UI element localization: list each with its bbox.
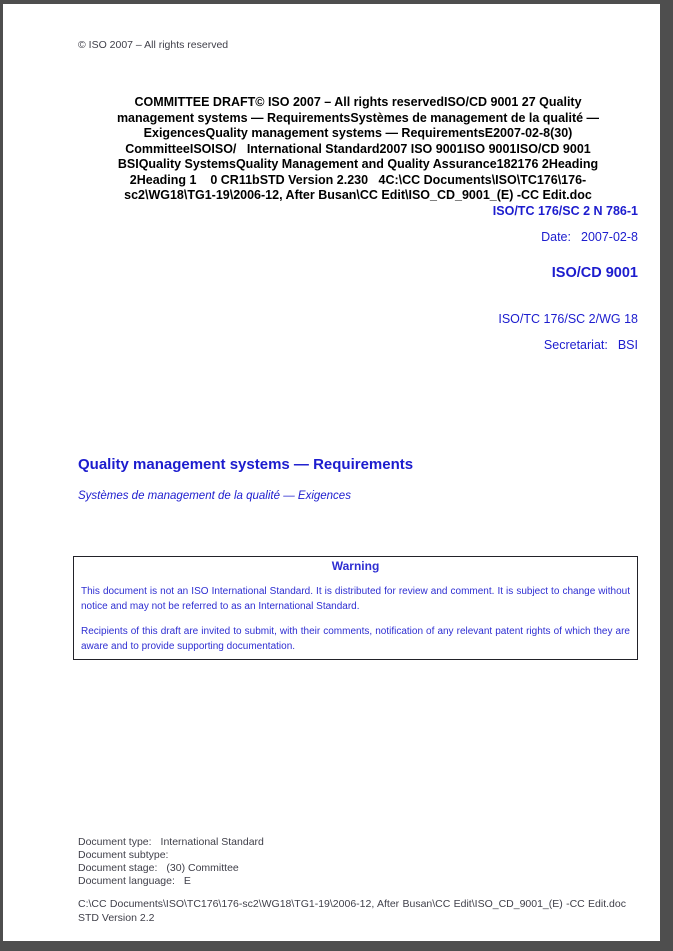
secretariat-value: BSI <box>617 338 638 352</box>
date-line <box>541 230 638 244</box>
secretariat-label: Secretariat: <box>543 338 608 352</box>
document-reference-number: ISO/TC 176/SC 2 N 786-1 <box>492 204 638 218</box>
header-jumble-line: COMMITTEE DRAFT© ISO 2007 – All rights reservedISO/CD 9001 27 Quality <box>134 95 582 109</box>
header-jumbled-fields-block <box>78 95 638 204</box>
document-type-label: Document type: <box>78 836 152 848</box>
header-jumble-line: BSIQuality SystemsQuality Management and Quality Assurance182176 2Heading <box>117 157 599 171</box>
document-stage-label: Document stage: <box>78 862 158 874</box>
date-label: Date: <box>541 230 571 244</box>
date-value: 2007-02-8 <box>581 230 638 244</box>
warning-heading: Warning <box>331 559 380 573</box>
document-page <box>3 4 660 941</box>
header-jumble-line: CommitteeISOISO/ International Standard2007 ISO 9001ISO 9001ISO/CD 9001 <box>125 141 591 156</box>
committee-reference: ISO/TC 176/SC 2/WG 18 <box>498 312 638 326</box>
document-info-block <box>78 836 264 888</box>
document-info-row <box>78 836 264 849</box>
warning-paragraph-2: Recipients of this draft are invited to submit, with their comments, notification of any relevant patent rights of which they are aware and to provide supporting documentation. <box>81 626 630 652</box>
header-jumble-line: management systems — RequirementsSystèmes de management de la qualité — <box>116 110 600 125</box>
copyright-notice: © ISO 2007 – All rights reserved <box>78 39 229 51</box>
document-language-value: E <box>183 875 191 887</box>
document-info-row <box>78 862 264 875</box>
document-info-row <box>78 849 264 862</box>
document-title-english: Quality management systems — Requirements <box>78 456 414 473</box>
document-type-value: International Standard <box>160 836 264 848</box>
header-jumble-line: sc2\WG18\TG1-19\2006-12, After Busan\CC Edit\ISO_CD_9001_(E) -CC Edit.doc <box>124 188 592 202</box>
header-jumble-line: 2Heading 1 0 CR11bSTD Version 2.230 4C:\CC Documents\ISO\TC176\176- <box>129 172 587 187</box>
document-subtype-label: Document subtype: <box>78 849 169 861</box>
secretariat-line <box>544 338 638 352</box>
header-jumble-line: ExigencesQuality management systems — RequirementsE2007-02-8(30) <box>143 126 573 140</box>
warning-box <box>73 556 638 660</box>
document-number: ISO/CD 9001 <box>551 265 638 281</box>
document-info-row <box>78 875 264 888</box>
document-title-french: Systèmes de management de la qualité — Exigences <box>78 490 351 502</box>
warning-paragraph-1: This document is not an ISO International Standard. It is distributed for review and comment. It is subject to change without notice and may not be referred to as an International Standard. <box>81 586 630 612</box>
document-stage-value: (30) Committee <box>166 862 239 874</box>
file-path-footer: C:\CC Documents\ISO\TC176\176-sc2\WG18\TG1-19\2006-12, After Busan\CC Edit\ISO_CD_9001_(E) -CC Edit.doc STD Version 2.2 <box>78 898 626 924</box>
document-language-label: Document language: <box>78 875 175 887</box>
